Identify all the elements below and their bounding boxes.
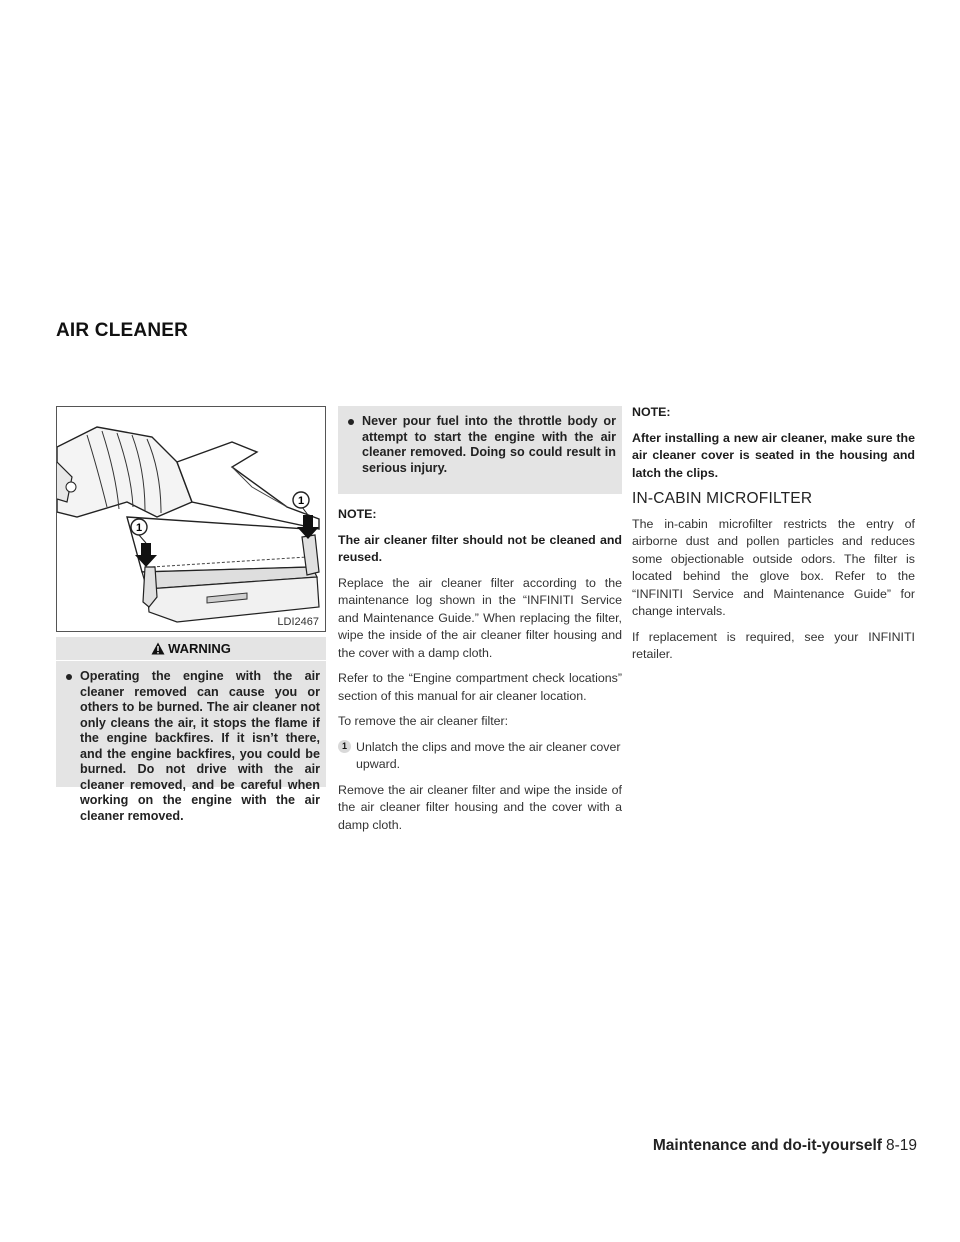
subheading: IN-CABIN MICROFILTER	[632, 490, 813, 507]
warning-item	[344, 414, 616, 476]
page-number: 8-19	[885, 1137, 917, 1154]
air-cleaner-drawing	[57, 407, 325, 631]
step-item	[338, 739, 622, 774]
paragraph: To remove the air cleaner filter:	[338, 714, 509, 728]
column-middle	[338, 506, 622, 842]
paragraph: Replace the air cleaner filter according to the maintenance log shown in the “INFINITI Service and Maintenance Guide.” When replacing the filter, wipe the inside of the air cleaner filter housing and the cover with a damp cloth.	[338, 575, 622, 660]
note-text: After installing a new air cleaner, make sure the air cleaner cover is seated in the housing and latch the clips.	[632, 430, 915, 480]
paragraph: If replacement is required, see your INFINITI retailer.	[632, 629, 915, 661]
warning-item-text: Never pour fuel into the throttle body or attempt to start the engine with the air cleaner removed. Doing so could result in serious injury.	[362, 414, 616, 475]
divider	[56, 660, 326, 661]
page-footer	[653, 1137, 917, 1155]
step-number-icon: 1	[338, 740, 351, 753]
note-text: The air cleaner filter should not be cleaned and reused.	[338, 532, 622, 564]
step-text: Unlatch the clips and move the air cleaner cover upward.	[356, 739, 621, 771]
callout-1-left: 1	[135, 522, 143, 534]
column-right	[632, 404, 915, 672]
warning-heading-text: WARNING	[168, 641, 231, 656]
note-label: NOTE:	[338, 507, 377, 521]
section-title: AIR CLEANER	[56, 320, 189, 341]
callout-1-right: 1	[297, 495, 305, 507]
air-cleaner-illustration	[56, 406, 326, 632]
warning-item-text: Operating the engine with the air cleaner removed can cause you or others to be burned. The air cleaner not only cleans the air, it stops the flame if the engine backfires. If it isn’t there, and the engine backfires, you could be burned. Do not drive with the air cleaner removed, and be careful when working on the engine with the air cleaner removed.	[80, 669, 320, 823]
paragraph: The in-cabin microfilter restricts the entry of airborne dust and pollen particles and reduces some objectionable outside odors. The filter is located behind the glove box. Refer to the “INFINITI Service and Maintenance Guide” for change intervals.	[632, 516, 915, 618]
warning-item	[62, 669, 320, 824]
bullet-icon	[348, 419, 354, 425]
warning-heading	[62, 637, 320, 660]
note-label: NOTE:	[632, 405, 671, 419]
warning-box-continued	[338, 406, 622, 494]
bullet-icon	[66, 674, 72, 680]
chapter-title: Maintenance and do-it-yourself	[652, 1137, 882, 1154]
figure-code: LDI2467	[277, 616, 319, 628]
paragraph: Refer to the “Engine compartment check locations” section of this manual for air cleaner location.	[338, 671, 622, 703]
warning-triangle-icon	[151, 642, 165, 655]
paragraph: Remove the air cleaner filter and wipe the inside of the air cleaner filter housing and the cover with a damp cloth.	[338, 782, 622, 832]
warning-box	[56, 637, 326, 823]
